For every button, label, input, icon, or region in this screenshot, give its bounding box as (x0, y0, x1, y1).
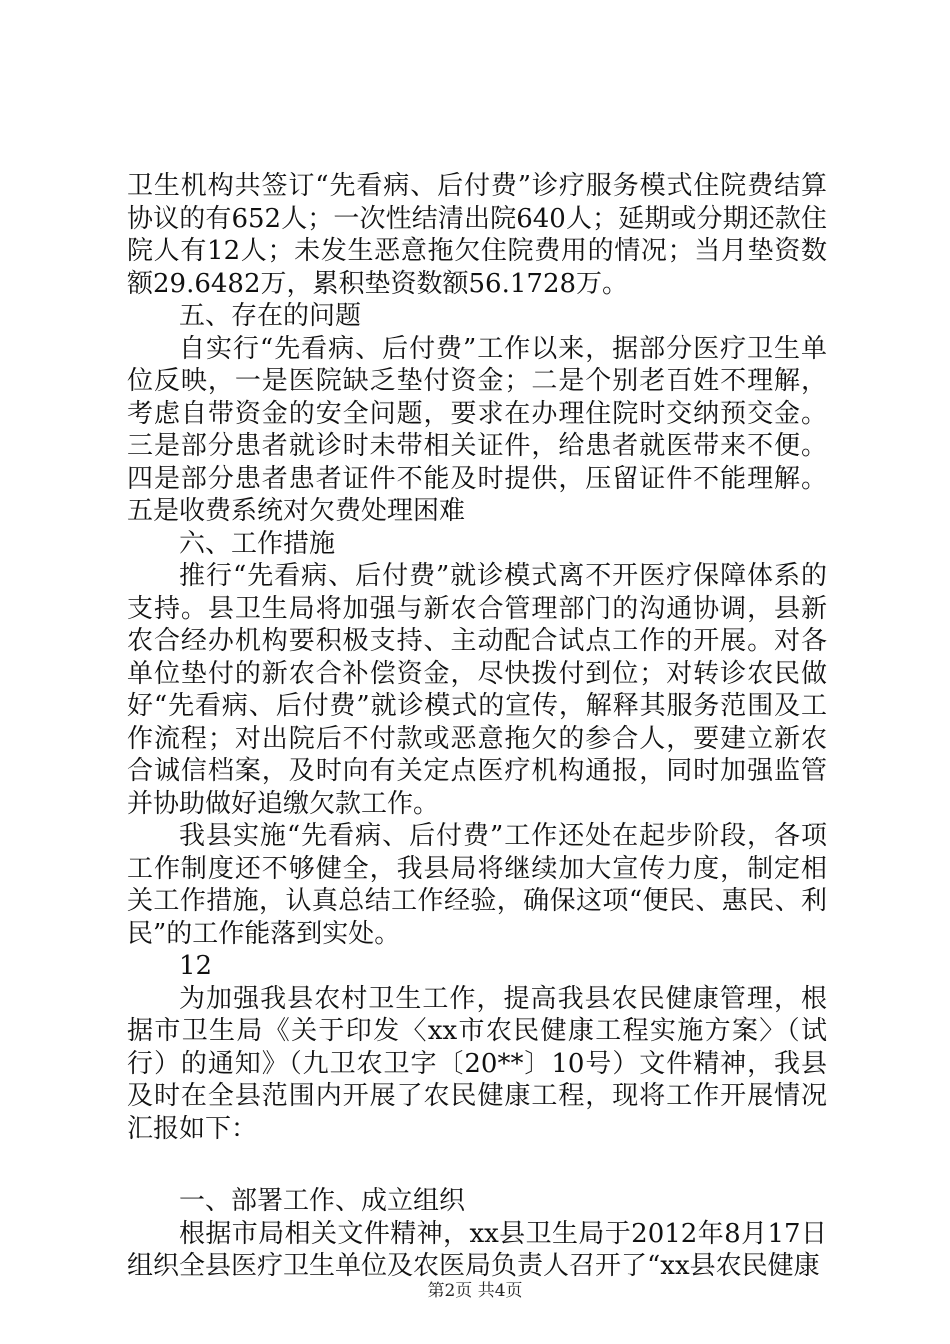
section-heading-measures: 六、工作措施 (179, 528, 336, 559)
paragraph-problems: 自实行“先看病、后付费”工作以来，据部分医疗卫生单位反映，一是医院缺乏垫付资金；二是个别老百姓不理解，考虑自带资金的安全问题，要求在办理住院时交纳预交金。三是部分患者就诊时未带相关证件，给患者就医带来不便。四是部分患者患者证件不能及时提供，压留证件不能理解。五是收费系统对欠费处理困难 (127, 333, 827, 526)
section-heading-problems: 五、存在的问题 (179, 301, 362, 331)
paragraph-settlement-stats: 卫生机构共签订“先看病、后付费”诊疗服务模式住院费结算协议的有652人；一次性结清出院640人；延期或分期还款住院人有12人；未发生恶意拖欠住院费用的情况；当月垫资数额29.6482万，累积垫资数额56.1728万。 (127, 171, 827, 299)
document-body (127, 170, 827, 1283)
page-number-footer: 第2页 共4页 (427, 1281, 523, 1301)
paragraph-intro: 为加强我县农村卫生工作，提高我县农民健康管理，根据市卫生局《关于印发〈xx市农民健康工程实施方案〉（试行）的通知》（九卫农卫字〔20**〕10号）文件精神，我县及时在全县范围内开展了农民健康工程，现将工作开展情况汇报如下： (127, 983, 827, 1144)
paragraph-conclusion: 我县实施“先看病、后付费”工作还处在起步阶段，各项工作制度还不够健全，我县局将继续加大宣传力度，制定相关工作措施，认真总结工作经验，确保这项“便民、惠民、利民”的工作能落到实处。 (127, 821, 827, 949)
paragraph-number: 12 (179, 951, 213, 981)
paragraph-gap (127, 1145, 827, 1185)
section-heading-deployment: 一、部署工作、成立组织 (179, 1186, 466, 1216)
paragraph-deployment: 根据市局相关文件精神，xx县卫生局于2012年8月17日组织全县医疗卫生单位及农医局负责人召开了“xx县农民健康 (127, 1218, 827, 1281)
paragraph-measures: 推行“先看病、后付费”就诊模式离不开医疗保障体系的支持。县卫生局将加强与新农合管理部门的沟通协调，县新农合经办机构要积极支持、主动配合试点工作的开展。对各单位垫付的新农合补偿资金，尽快拨付到位；对转诊农民做好“先看病、后付费”就诊模式的宣传，解释其服务范围及工作流程；对出院后不付款或恶意拖欠的参合人，要建立新农合诚信档案，及时向有关定点医疗机构通报，同时加强监管并协助做好追缴欠款工作。 (127, 561, 827, 819)
